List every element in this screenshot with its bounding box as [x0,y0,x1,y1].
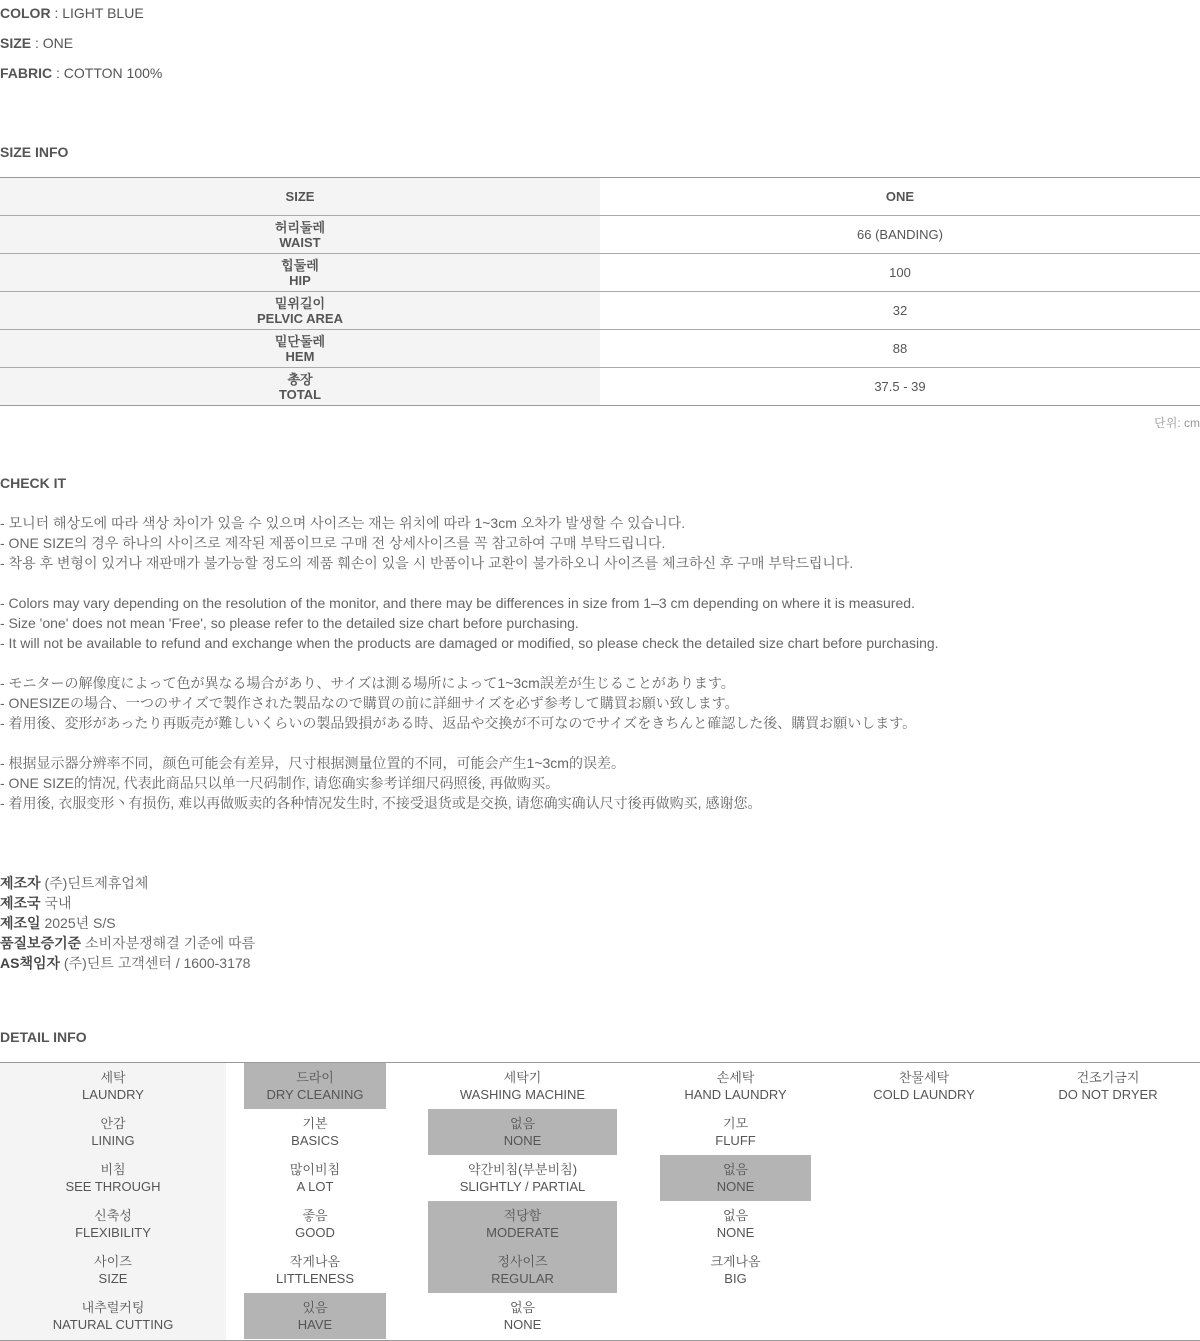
label-ko: 밑단둘레 [274,333,326,349]
check-it-notes [0,513,939,813]
size-row-value: 32 [892,303,908,318]
detail-option: 많이비침 A LOT [289,1162,341,1194]
detail-option: 작게나옴 LITTLENESS [275,1254,355,1286]
size-row-waist [0,216,1200,254]
size-row-hem [0,330,1200,368]
detail-info-title: DETAIL INFO [0,1029,87,1045]
maker-key: 제조국 [0,895,41,911]
spec-value: : ONE [31,35,74,51]
note-line: - 着用後, 衣服变形丶有损伤, 难以再做贩卖的各种情况发生时, 不接受退货或是交换, 请您确实确认尺寸後再做购买, 感谢您。 [0,795,762,811]
detail-option: 좋음 GOOD [295,1208,335,1240]
spec-size [0,35,73,51]
note-line: - 모니터 해상도에 따라 색상 차이가 있을 수 있으며 사이즈는 재는 위치에 따라 1~3cm 오차가 발생할 수 있습니다. [0,515,686,531]
label-ko: 허리둘레 [274,219,326,235]
note-line: - 根据显示器分辨率不同，颜色可能会有差异，尺寸根据测量位置的不同，可能会产生1~3cm的误差。 [0,755,625,771]
check-it-title: CHECK IT [0,475,67,491]
size-row-value: 66 (BANDING) [857,227,943,242]
spec-key: SIZE [0,35,32,51]
note-line: - モニターの解像度によって色が異なる場合があり、サイズは測る場所によって1~3cm誤差が生じることがあります。 [0,675,735,691]
maker-key: 제조자 [0,875,41,891]
detail-option: 건조기금지 DO NOT DRYER [1058,1070,1158,1102]
maker-key: 품질보증기준 [0,935,82,951]
maker-line [0,913,255,933]
maker-line [0,893,255,913]
maker-value: 국내 [40,895,72,911]
maker-value: (주)딘트제휴업체 [40,875,149,891]
size-row-label [0,368,600,405]
spec-value: : COTTON 100% [52,65,163,81]
detail-label-flexibility: 신축성 FLEXIBILITY [75,1208,151,1240]
detail-option: 드라이 DRY CLEANING [244,1063,386,1109]
detail-option: 없음 NONE [716,1208,755,1240]
note-line: - It will not be available to refund and exchange when the products are damaged or modified, so please check the detailed size chart before purchasing. [0,635,939,651]
size-row-label [0,330,600,367]
size-header-label: SIZE [0,178,600,215]
detail-option: 손세탁 HAND LAUNDRY [684,1070,787,1102]
note-line: - Colors may vary depending on the resolution of the monitor, and there may be differences in size from 1–3 cm depending on where it is measured. [0,595,915,611]
detail-option: 있음 HAVE [244,1293,386,1339]
label-en: TOTAL [278,386,322,402]
size-info-title: SIZE INFO [0,144,69,160]
maker-line [0,873,255,893]
size-row-label [0,292,600,329]
spec-color [0,5,144,21]
size-row-label [0,254,600,291]
detail-label-lining: 안감 LINING [91,1116,135,1148]
note-line: - 착용 후 변형이 있거나 재판매가 불가능할 정도의 제품 훼손이 있을 시 반품이나 교환이 불가하오니 사이즈를 체크하신 후 구매 부탁드립니다. [0,555,854,571]
size-table [0,177,1200,406]
maker-key: 제조일 [0,915,41,931]
size-row-value: 88 [892,341,908,356]
size-table-header [0,178,1200,216]
spec-fabric [0,65,162,81]
detail-option: 없음 NONE [503,1300,542,1332]
spec-key: COLOR [0,5,51,21]
spec-value: : LIGHT BLUE [50,5,144,21]
size-row-hip [0,254,1200,292]
size-header-value: ONE [885,189,915,204]
detail-option: 없음 NONE [660,1155,811,1201]
note-line: - Size 'one' does not mean 'Free', so please refer to the detailed size chart before purchasing. [0,615,579,631]
unit-note: 단위: cm [1154,416,1200,430]
maker-value: 2025년 S/S [40,915,116,931]
detail-label-size: 사이즈 SIZE [94,1254,132,1286]
maker-info [0,873,255,973]
detail-option: 크게나옴 BIG [710,1254,761,1286]
note-line: - 着用後、変形があったり再販売が難しいくらいの製品毀損がある時、返品や交換が不可なのでサイズをきちんと確認した後、購買お願いします。 [0,715,917,731]
maker-value: (주)딘트 고객센터 / 1600-3178 [60,955,251,971]
maker-line [0,933,255,953]
label-en: HEM [285,348,315,364]
label-ko: 총장 [287,371,313,387]
detail-option: 약간비침(부분비침) SLIGHTLY / PARTIAL [459,1162,586,1194]
maker-line [0,953,255,973]
note-line: - ONE SIZE의 경우 하나의 사이즈로 제작된 제품이므로 구매 전 상세사이즈를 꼭 참고하여 구매 부탁드립니다. [0,535,666,551]
maker-key: AS책임자 [0,955,61,971]
label-en: WAIST [279,234,321,250]
detail-option: 찬물세탁 COLD LAUNDRY [873,1070,975,1102]
detail-label-see-through: 비침 SEE THROUGH [65,1162,161,1194]
detail-option: 기본 BASICS [291,1116,339,1148]
size-row-value: 100 [889,265,911,280]
size-row-label [0,216,600,253]
size-row-total [0,368,1200,406]
size-row-pelvic [0,292,1200,330]
detail-label-laundry: 세탁 LAUNDRY [82,1070,144,1102]
size-row-value: 37.5 - 39 [874,379,926,394]
label-ko: 힙둘레 [281,257,319,273]
maker-value: 소비자분쟁해결 기준에 따름 [81,935,256,951]
label-ko: 밑위길이 [274,295,326,311]
detail-option: 정사이즈 REGULAR [428,1247,617,1293]
note-line: - ONE SIZE的情况, 代表此商品只以单一尺码制作, 请您确实参考详细尺码照後, 再做购买。 [0,775,560,791]
spec-key: FABRIC [0,65,53,81]
detail-option: 없음 NONE [428,1109,617,1155]
label-en: PELVIC AREA [257,310,343,326]
detail-option: 세탁기 WASHING MACHINE [459,1070,586,1102]
detail-table [0,1062,1200,1341]
detail-option: 기모 FLUFF [715,1116,756,1148]
detail-label-natural-cutting: 내추럴커팅 NATURAL CUTTING [52,1300,174,1332]
detail-option: 적당함 MODERATE [428,1201,617,1247]
note-line: - ONESIZEの場合、一つのサイズで製作された製品なので購買の前に詳細サイズを必ず参考して購買お願い致します。 [0,695,739,711]
label-en: HIP [289,272,311,288]
